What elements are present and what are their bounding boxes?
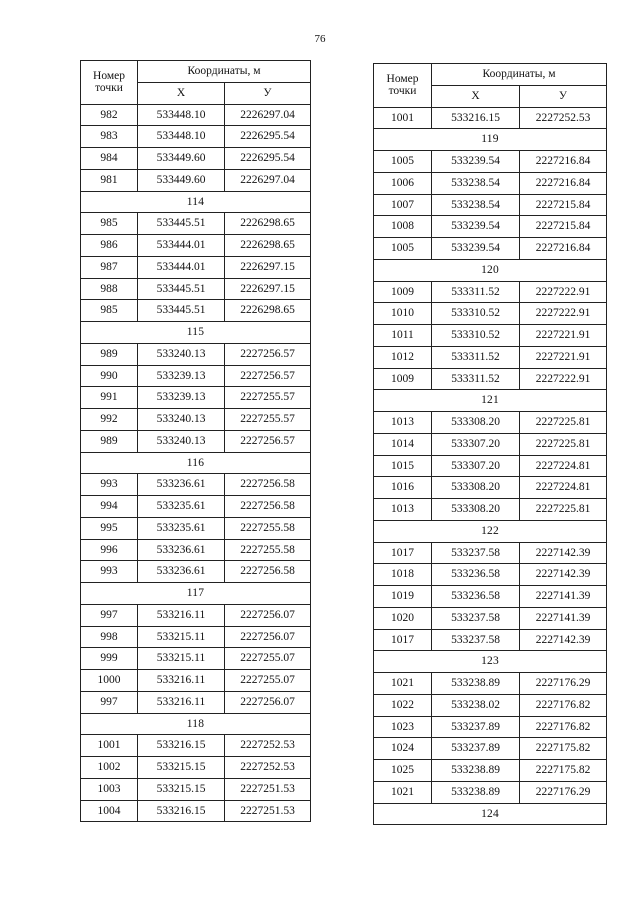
table-row: [374, 325, 607, 347]
x-coordinate-cell: 533215.15: [138, 778, 225, 800]
x-coordinate-cell: 533216.15: [138, 800, 225, 822]
y-coordinate-cell: 2226295.54: [225, 126, 311, 148]
y-coordinate-cell: 2227175.82: [520, 738, 607, 760]
x-coordinate-cell: 533311.52: [432, 368, 520, 390]
point-number-cell: 1024: [374, 738, 432, 760]
group-row: [374, 129, 607, 151]
y-coordinate-cell: 2227255.58: [225, 539, 311, 561]
y-coordinate-cell: 2227251.53: [225, 800, 311, 822]
x-coordinate-cell: 533239.13: [138, 387, 225, 409]
x-coordinate-cell: 533308.20: [432, 499, 520, 521]
right-table-body: [374, 107, 607, 825]
point-number-cell: 1001: [374, 107, 432, 129]
y-coordinate-cell: 2227222.91: [520, 303, 607, 325]
y-coordinate-cell: 2227256.57: [225, 365, 311, 387]
table-row: [81, 539, 311, 561]
table-row: [81, 778, 311, 800]
y-coordinate-cell: 2227142.39: [520, 564, 607, 586]
point-number-cell: 1006: [374, 172, 432, 194]
group-label: 115: [81, 322, 311, 344]
point-number-cell: 997: [81, 691, 138, 713]
y-coordinate-cell: 2227222.91: [520, 368, 607, 390]
x-coordinate-cell: 533216.15: [432, 107, 520, 129]
point-number-cell: 984: [81, 148, 138, 170]
x-coordinate-cell: 533311.52: [432, 346, 520, 368]
y-coordinate-cell: 2227142.39: [520, 542, 607, 564]
table-row: [374, 433, 607, 455]
point-number-cell: 1005: [374, 151, 432, 173]
y-coordinate-cell: 2226298.65: [225, 300, 311, 322]
y-coordinate-cell: 2227225.81: [520, 412, 607, 434]
y-coordinate-cell: 2227256.58: [225, 474, 311, 496]
point-number-cell: 983: [81, 126, 138, 148]
y-coordinate-cell: 2226297.04: [225, 169, 311, 191]
y-coordinate-cell: 2226297.04: [225, 104, 311, 126]
y-coordinate-cell: 2227256.57: [225, 343, 311, 365]
x-coordinate-cell: 533235.61: [138, 517, 225, 539]
point-number-cell: 981: [81, 169, 138, 191]
point-number-cell: 1005: [374, 238, 432, 260]
y-coordinate-cell: 2226297.15: [225, 278, 311, 300]
y-coordinate-cell: 2227255.58: [225, 517, 311, 539]
point-number-cell: 993: [81, 474, 138, 496]
y-coordinate-cell: 2227255.57: [225, 387, 311, 409]
group-label: 119: [374, 129, 607, 151]
table-row: [374, 499, 607, 521]
group-label: 117: [81, 583, 311, 605]
point-number-cell: 1007: [374, 194, 432, 216]
point-number-cell: 1021: [374, 673, 432, 695]
x-coordinate-cell: 533237.89: [432, 738, 520, 760]
point-number-cell: 1009: [374, 368, 432, 390]
table-row: [81, 343, 311, 365]
x-coordinate-cell: 533448.10: [138, 126, 225, 148]
x-coordinate-cell: 533238.54: [432, 172, 520, 194]
table-row: [81, 691, 311, 713]
point-number-cell: 1025: [374, 760, 432, 782]
left-table-body: [81, 104, 311, 822]
y-coordinate-cell: 2227256.07: [225, 604, 311, 626]
point-number-cell: 995: [81, 517, 138, 539]
x-coordinate-cell: 533239.54: [432, 238, 520, 260]
y-coordinate-cell: 2227224.81: [520, 477, 607, 499]
table-row: [81, 169, 311, 191]
table-row: [81, 387, 311, 409]
x-coordinate-cell: 533307.20: [432, 455, 520, 477]
x-coordinate-cell: 533235.61: [138, 496, 225, 518]
table-row: [374, 542, 607, 564]
x-coordinate-cell: 533236.61: [138, 539, 225, 561]
y-coordinate-cell: 2227176.82: [520, 694, 607, 716]
x-coordinate-cell: 533308.20: [432, 477, 520, 499]
group-row: [81, 713, 311, 735]
table-row: [374, 412, 607, 434]
y-coordinate-cell: 2227256.58: [225, 561, 311, 583]
y-coordinate-cell: 2227141.39: [520, 586, 607, 608]
table-row: [374, 368, 607, 390]
y-coordinate-cell: 2227141.39: [520, 607, 607, 629]
x-coordinate-cell: 533311.52: [432, 281, 520, 303]
x-coordinate-cell: 533310.52: [432, 325, 520, 347]
x-coordinate-cell: 533236.61: [138, 561, 225, 583]
table-row: [374, 216, 607, 238]
point-number-cell: 999: [81, 648, 138, 670]
x-coordinate-cell: 533236.61: [138, 474, 225, 496]
point-number-cell: 1018: [374, 564, 432, 586]
point-number-cell: 986: [81, 235, 138, 257]
point-number-cell: 1004: [81, 800, 138, 822]
header-coordinates: Координаты, м: [138, 61, 311, 83]
point-number-cell: 993: [81, 561, 138, 583]
table-row: [374, 194, 607, 216]
y-coordinate-cell: 2227256.07: [225, 626, 311, 648]
y-coordinate-cell: 2227176.29: [520, 781, 607, 803]
table-row: [81, 517, 311, 539]
x-coordinate-cell: 533215.11: [138, 648, 225, 670]
y-coordinate-cell: 2227176.29: [520, 673, 607, 695]
table-row: [81, 213, 311, 235]
table-row: [374, 172, 607, 194]
x-coordinate-cell: 533215.15: [138, 757, 225, 779]
point-number-cell: 1020: [374, 607, 432, 629]
y-coordinate-cell: 2227255.07: [225, 648, 311, 670]
header-y: У: [225, 82, 311, 104]
table-row: [81, 757, 311, 779]
point-number-cell: 1014: [374, 433, 432, 455]
point-number-cell: 1023: [374, 716, 432, 738]
group-row: [81, 452, 311, 474]
point-number-cell: 988: [81, 278, 138, 300]
y-coordinate-cell: 2227142.39: [520, 629, 607, 651]
x-coordinate-cell: 533310.52: [432, 303, 520, 325]
coordinates-table-right: [373, 63, 607, 825]
group-row: [374, 651, 607, 673]
point-number-cell: 1001: [81, 735, 138, 757]
table-row: [81, 626, 311, 648]
x-coordinate-cell: 533444.01: [138, 235, 225, 257]
table-row: [374, 781, 607, 803]
y-coordinate-cell: 2226298.65: [225, 235, 311, 257]
header-x: X: [138, 82, 225, 104]
x-coordinate-cell: 533238.02: [432, 694, 520, 716]
point-number-cell: 1013: [374, 412, 432, 434]
x-coordinate-cell: 533238.89: [432, 781, 520, 803]
x-coordinate-cell: 533238.89: [432, 673, 520, 695]
x-coordinate-cell: 533240.13: [138, 343, 225, 365]
group-row: [81, 583, 311, 605]
point-number-cell: 1012: [374, 346, 432, 368]
group-row: [374, 259, 607, 281]
x-coordinate-cell: 533237.58: [432, 542, 520, 564]
point-number-cell: 992: [81, 409, 138, 431]
table-row: [81, 126, 311, 148]
table-row: [81, 430, 311, 452]
x-coordinate-cell: 533240.13: [138, 409, 225, 431]
table-row: [81, 300, 311, 322]
y-coordinate-cell: 2227175.82: [520, 760, 607, 782]
table-row: [81, 409, 311, 431]
y-coordinate-cell: 2227221.91: [520, 325, 607, 347]
table-row: [81, 648, 311, 670]
table-row: [374, 760, 607, 782]
point-number-cell: 1013: [374, 499, 432, 521]
point-number-cell: 1002: [81, 757, 138, 779]
point-number-cell: 996: [81, 539, 138, 561]
y-coordinate-cell: 2227215.84: [520, 194, 607, 216]
table-row: [81, 256, 311, 278]
table-row: [374, 586, 607, 608]
x-coordinate-cell: 533308.20: [432, 412, 520, 434]
y-coordinate-cell: 2227215.84: [520, 216, 607, 238]
group-label: 124: [374, 803, 607, 825]
header-x: X: [432, 85, 520, 107]
table-row: [374, 151, 607, 173]
y-coordinate-cell: 2227252.53: [225, 757, 311, 779]
x-coordinate-cell: 533216.15: [138, 735, 225, 757]
table-row: [374, 455, 607, 477]
point-number-cell: 1009: [374, 281, 432, 303]
table-row: [81, 670, 311, 692]
table-row: [374, 716, 607, 738]
table-row: [81, 148, 311, 170]
x-coordinate-cell: 533239.54: [432, 151, 520, 173]
x-coordinate-cell: 533449.60: [138, 169, 225, 191]
x-coordinate-cell: 533216.11: [138, 691, 225, 713]
table-row: [374, 607, 607, 629]
point-number-cell: 994: [81, 496, 138, 518]
y-coordinate-cell: 2227216.84: [520, 238, 607, 260]
point-number-cell: 989: [81, 430, 138, 452]
group-row: [374, 390, 607, 412]
table-row: [81, 604, 311, 626]
point-number-cell: 1019: [374, 586, 432, 608]
group-label: 116: [81, 452, 311, 474]
y-coordinate-cell: 2227216.84: [520, 151, 607, 173]
table-row: [81, 365, 311, 387]
x-coordinate-cell: 533307.20: [432, 433, 520, 455]
x-coordinate-cell: 533448.10: [138, 104, 225, 126]
x-coordinate-cell: 533238.54: [432, 194, 520, 216]
group-label: 123: [374, 651, 607, 673]
point-number-cell: 1017: [374, 629, 432, 651]
point-number-cell: 997: [81, 604, 138, 626]
point-number-cell: 1010: [374, 303, 432, 325]
x-coordinate-cell: 533238.89: [432, 760, 520, 782]
x-coordinate-cell: 533445.51: [138, 278, 225, 300]
y-coordinate-cell: 2227252.53: [225, 735, 311, 757]
point-number-cell: 985: [81, 213, 138, 235]
x-coordinate-cell: 533237.58: [432, 607, 520, 629]
group-row: [374, 520, 607, 542]
table-row: [81, 235, 311, 257]
point-number-cell: 987: [81, 256, 138, 278]
table-row: [81, 735, 311, 757]
point-number-cell: 991: [81, 387, 138, 409]
table-row: [374, 303, 607, 325]
y-coordinate-cell: 2226297.15: [225, 256, 311, 278]
y-coordinate-cell: 2227256.57: [225, 430, 311, 452]
table-row: [374, 629, 607, 651]
point-number-cell: 982: [81, 104, 138, 126]
x-coordinate-cell: 533239.13: [138, 365, 225, 387]
y-coordinate-cell: 2227252.53: [520, 107, 607, 129]
group-label: 114: [81, 191, 311, 213]
y-coordinate-cell: 2227225.81: [520, 499, 607, 521]
table-row: [81, 104, 311, 126]
x-coordinate-cell: 533239.54: [432, 216, 520, 238]
y-coordinate-cell: 2227255.57: [225, 409, 311, 431]
y-coordinate-cell: 2227216.84: [520, 172, 607, 194]
y-coordinate-cell: 2227251.53: [225, 778, 311, 800]
header-coordinates: Координаты, м: [432, 64, 607, 86]
point-number-cell: 990: [81, 365, 138, 387]
y-coordinate-cell: 2227256.07: [225, 691, 311, 713]
table-row: [374, 564, 607, 586]
table-row: [374, 281, 607, 303]
table-row: [81, 278, 311, 300]
group-row: [374, 803, 607, 825]
x-coordinate-cell: 533237.58: [432, 629, 520, 651]
x-coordinate-cell: 533236.58: [432, 586, 520, 608]
point-number-cell: 1011: [374, 325, 432, 347]
y-coordinate-cell: 2227256.58: [225, 496, 311, 518]
table-row: [374, 477, 607, 499]
group-row: [81, 322, 311, 344]
table-row: [374, 238, 607, 260]
y-coordinate-cell: 2226295.54: [225, 148, 311, 170]
y-coordinate-cell: 2226298.65: [225, 213, 311, 235]
group-row: [81, 191, 311, 213]
point-number-cell: 1000: [81, 670, 138, 692]
point-number-cell: 1003: [81, 778, 138, 800]
point-number-cell: 1022: [374, 694, 432, 716]
group-label: 120: [374, 259, 607, 281]
y-coordinate-cell: 2227176.82: [520, 716, 607, 738]
table-row: [374, 107, 607, 129]
group-label: 118: [81, 713, 311, 735]
point-number-cell: 1016: [374, 477, 432, 499]
header-point-number: Номер точки: [81, 61, 138, 105]
point-number-cell: 989: [81, 343, 138, 365]
x-coordinate-cell: 533236.58: [432, 564, 520, 586]
x-coordinate-cell: 533445.51: [138, 300, 225, 322]
x-coordinate-cell: 533216.11: [138, 670, 225, 692]
table-row: [374, 346, 607, 368]
point-number-cell: 1008: [374, 216, 432, 238]
x-coordinate-cell: 533449.60: [138, 148, 225, 170]
coordinates-table-left: [80, 60, 311, 822]
x-coordinate-cell: 533216.11: [138, 604, 225, 626]
x-coordinate-cell: 533240.13: [138, 430, 225, 452]
point-number-cell: 1015: [374, 455, 432, 477]
x-coordinate-cell: 533445.51: [138, 213, 225, 235]
table-row: [81, 496, 311, 518]
point-number-cell: 985: [81, 300, 138, 322]
table-row: [374, 694, 607, 716]
header-y: У: [520, 85, 607, 107]
y-coordinate-cell: 2227225.81: [520, 433, 607, 455]
table-row: [81, 800, 311, 822]
header-point-number: Номер точки: [374, 64, 432, 108]
table-row: [374, 738, 607, 760]
group-label: 122: [374, 520, 607, 542]
x-coordinate-cell: 533215.11: [138, 626, 225, 648]
y-coordinate-cell: 2227224.81: [520, 455, 607, 477]
group-label: 121: [374, 390, 607, 412]
table-row: [374, 673, 607, 695]
y-coordinate-cell: 2227221.91: [520, 346, 607, 368]
table-row: [81, 561, 311, 583]
point-number-cell: 1017: [374, 542, 432, 564]
table-row: [81, 474, 311, 496]
y-coordinate-cell: 2227255.07: [225, 670, 311, 692]
x-coordinate-cell: 533237.89: [432, 716, 520, 738]
point-number-cell: 998: [81, 626, 138, 648]
page-number: 76: [314, 33, 326, 45]
point-number-cell: 1021: [374, 781, 432, 803]
y-coordinate-cell: 2227222.91: [520, 281, 607, 303]
x-coordinate-cell: 533444.01: [138, 256, 225, 278]
